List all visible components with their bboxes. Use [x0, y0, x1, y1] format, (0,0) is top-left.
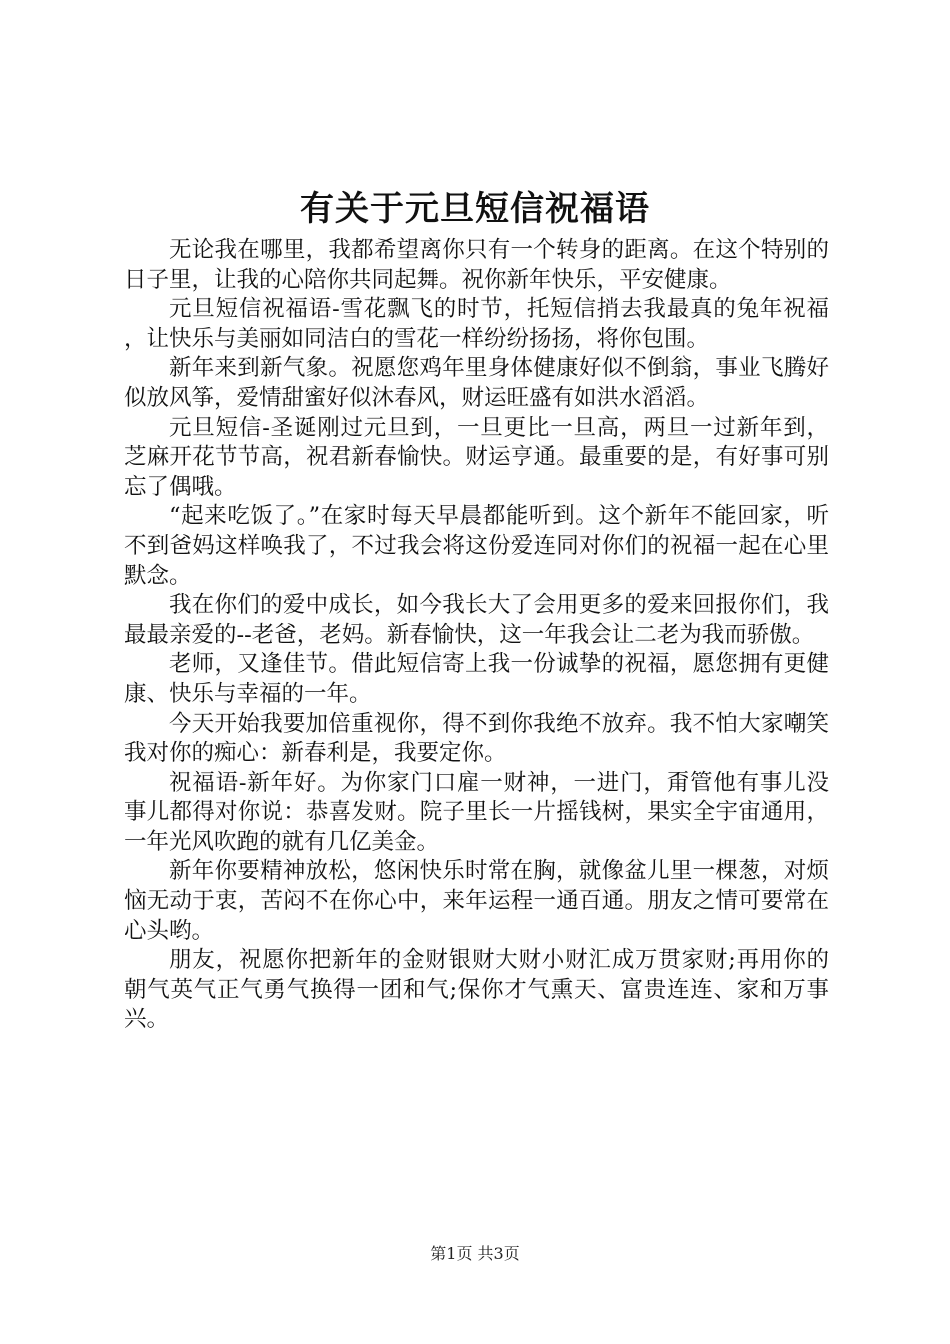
paragraph: 朋友，祝愿你把新年的金财银财大财小财汇成万贯家财;再用你的朝气英气正气勇气换得一团和气;保你才气熏天、富贵连连、家和万事兴。 — [124, 947, 829, 1033]
paragraph: 无论我在哪里，我都希望离你只有一个转身的距离。在这个特别的日子里，让我的心陪你共同起舞。祝你新年快乐，平安健康。 — [124, 237, 829, 293]
paragraph: 新年来到新气象。祝愿您鸡年里身体健康好似不倒翁，事业飞腾好似放风筝，爱情甜蜜好似沐春风，财运旺盛有如洪水滔滔。 — [124, 355, 829, 411]
paragraph: 元旦短信祝福语-雪花飘飞的时节，托短信捎去我最真的兔年祝福，让快乐与美丽如同洁白的雪花一样纷纷扬扬，将你包围。 — [124, 296, 829, 352]
document-title: 有关于元旦短信祝福语 — [300, 189, 650, 229]
paragraph: 祝福语-新年好。为你家门口雇一财神，一进门，甭管他有事儿没事儿都得对你说：恭喜发财。院子里长一片摇钱树，果实全宇宙通用，一年光风吹跑的就有几亿美金。 — [124, 769, 829, 855]
paragraph: 元旦短信-圣诞刚过元旦到，一旦更比一旦高，两旦一过新年到，芝麻开花节节高，祝君新春愉快。财运亨通。最重要的是，有好事可别忘了偶哦。 — [124, 414, 829, 500]
paragraph: “起来吃饭了。”在家时每天早晨都能听到。这个新年不能回家，听不到爸妈这样唤我了，不过我会将这份爱连同对你们的祝福一起在心里默念。 — [124, 503, 829, 589]
paragraph: 新年你要精神放松，悠闲快乐时常在胸，就像盆儿里一棵葱，对烦恼无动于衷，苦闷不在你心中，来年运程一通百通。朋友之情可要常在心头哟。 — [124, 858, 829, 944]
paragraph: 我在你们的爱中成长，如今我长大了会用更多的爱来回报你们，我最最亲爱的--老爸，老妈。新春愉快，这一年我会让二老为我而骄傲。 — [124, 592, 829, 648]
page-number-footer: 第1页 共3页 — [430, 1244, 520, 1263]
paragraph: 老师，又逢佳节。借此短信寄上我一份诚挚的祝福，愿您拥有更健康、快乐与幸福的一年。 — [124, 651, 829, 707]
paragraph: 今天开始我要加倍重视你，得不到你我绝不放弃。我不怕大家嘲笑我对你的痴心：新春利是，我要定你。 — [124, 710, 829, 767]
document-body — [124, 236, 829, 1035]
